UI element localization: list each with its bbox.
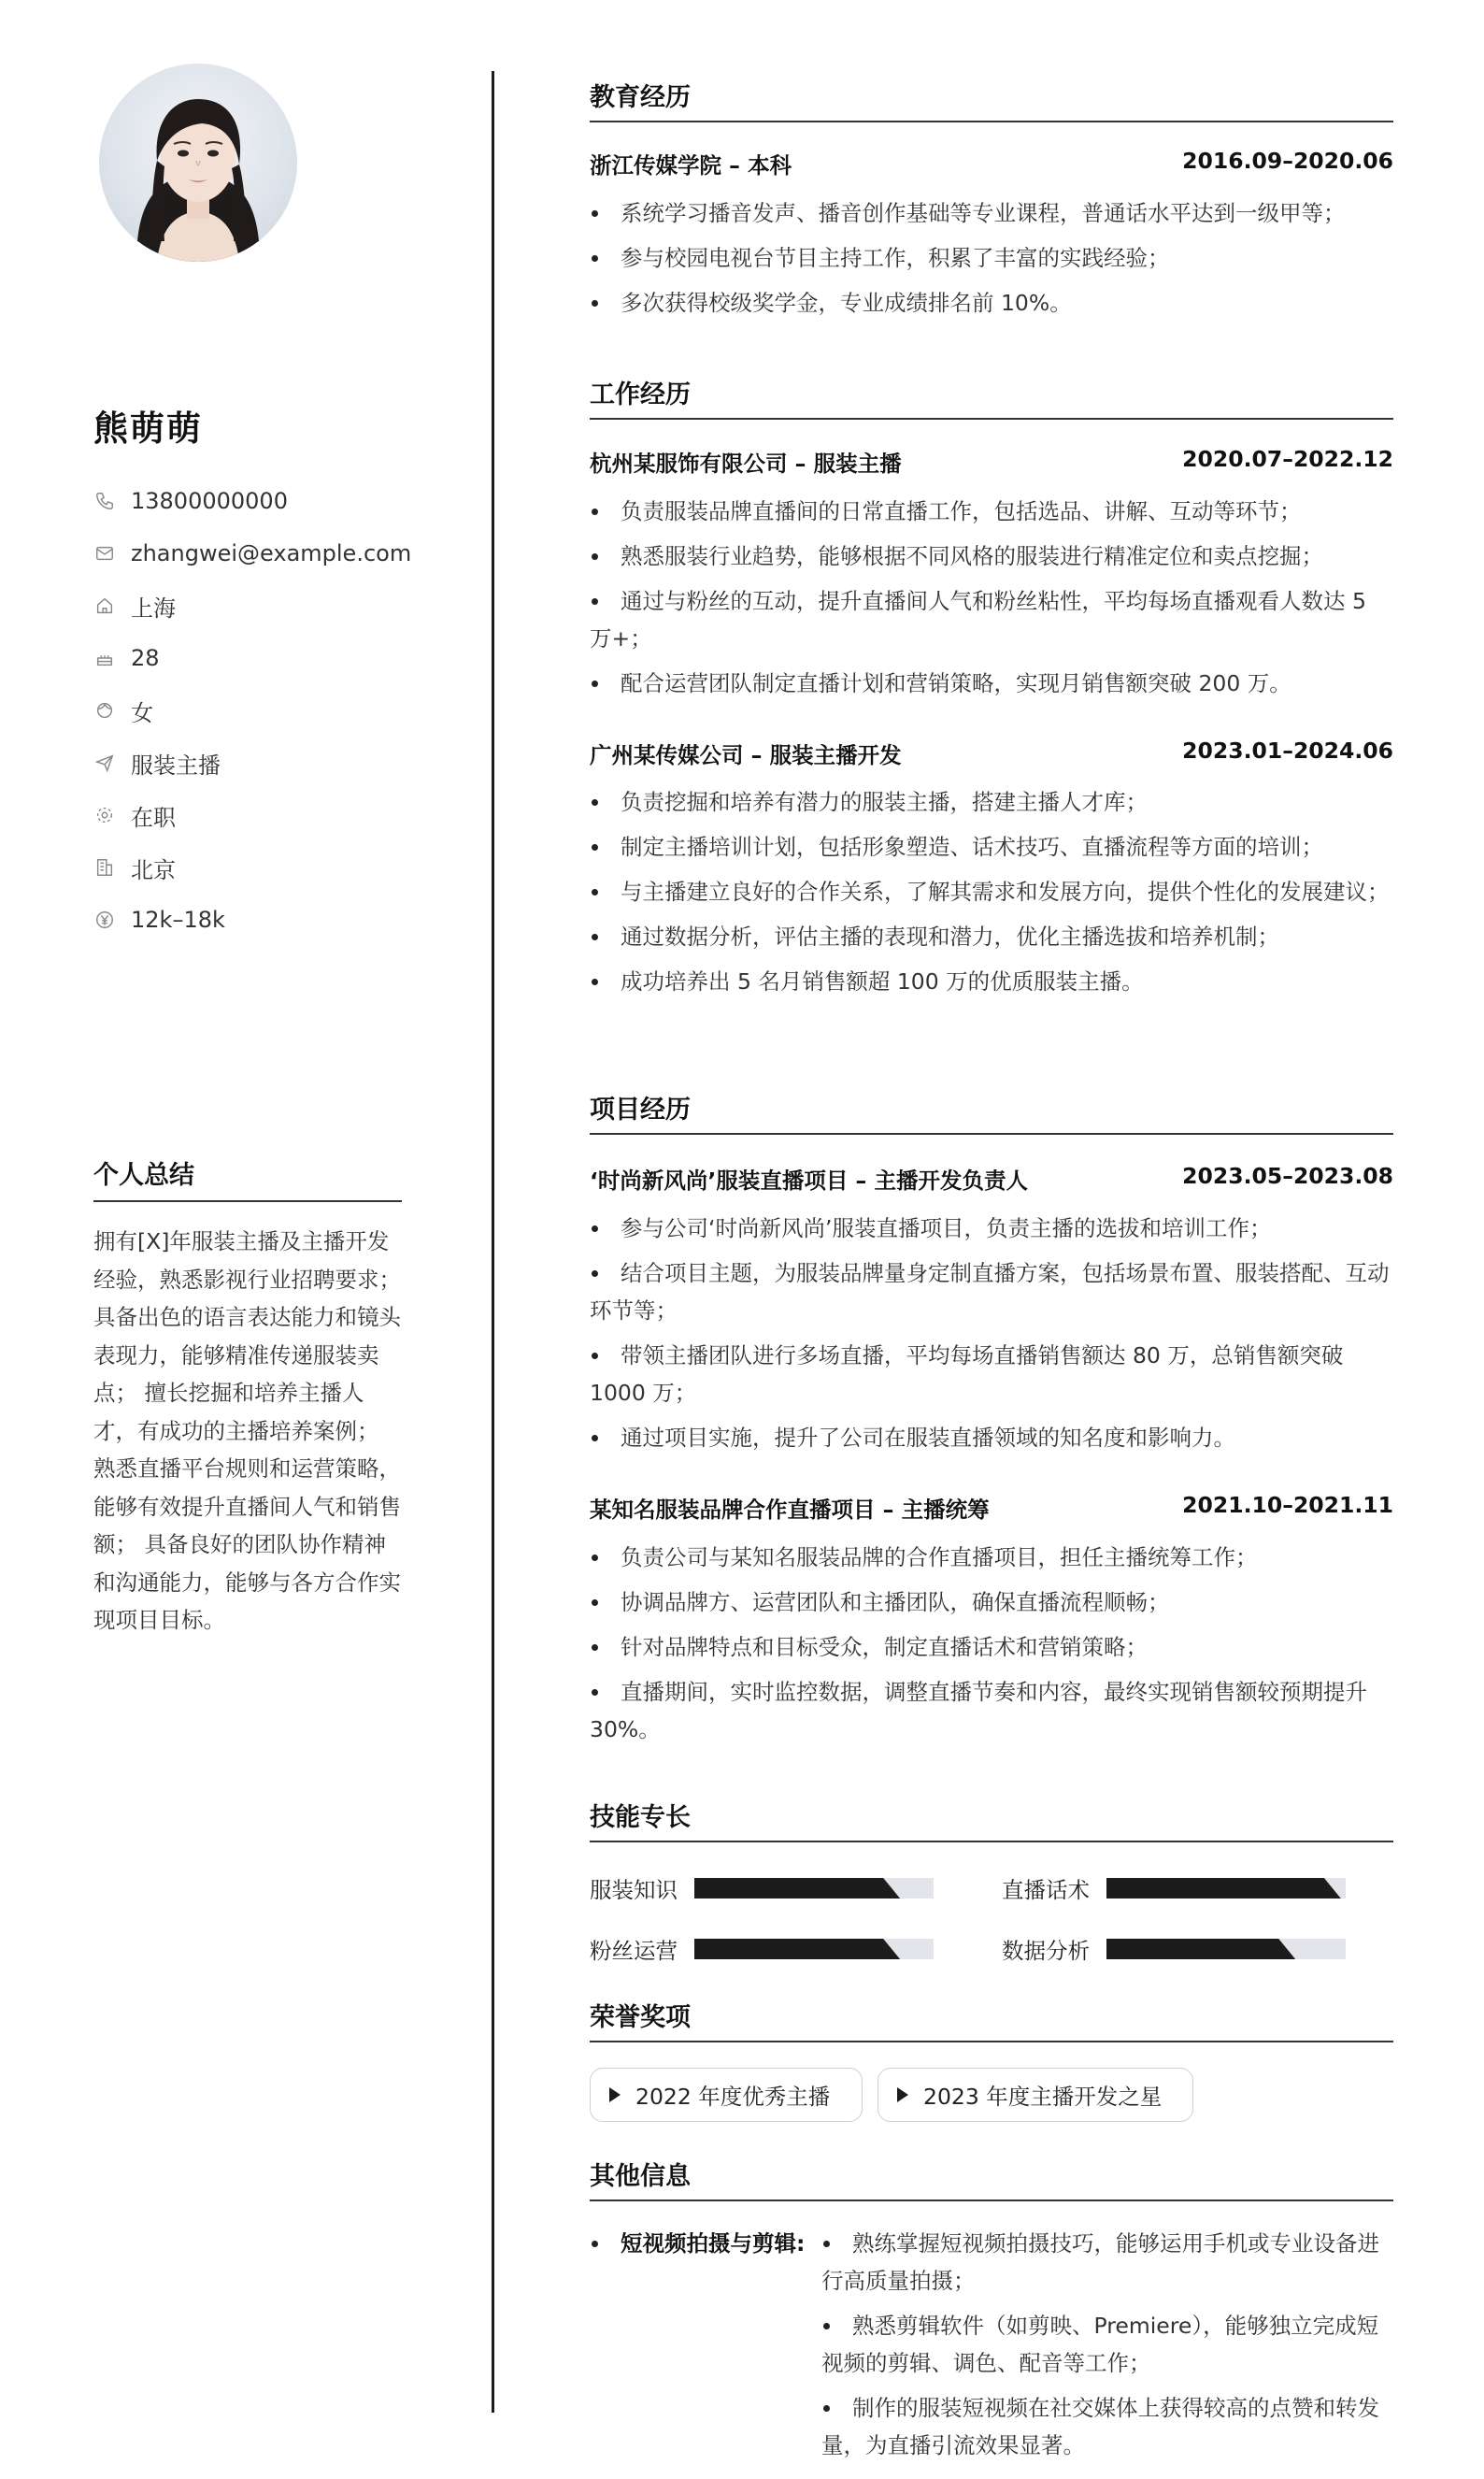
project-entry-header [590,1492,1393,1524]
position-text: 服装主播 [131,752,221,779]
list-item: 系统学习播音发声、播音创作基础等专业课程，普通话水平达到一级甲等； [590,194,1393,232]
skill-bar [694,1878,934,1899]
project-date: 2021.10–2021.11 [1182,1492,1393,1518]
other-info-heading: 其他信息 [590,2156,1393,2201]
skill-bar [694,1939,934,1959]
play-triangle-icon [609,2087,621,2102]
list-item: 制定主播培训计划，包括形象塑造、话术技巧、直播流程等方面的培训； [590,828,1393,866]
list-item: 负责公司与某知名服装品牌的合作直播项目，担任主播统筹工作； [590,1539,1393,1576]
project-name: 某知名服装品牌合作直播项目 – 主播统筹 [590,1497,990,1523]
honor-text: 2023 年度主播开发之星 [923,2084,1163,2110]
honor-text: 2022 年度优秀主播 [635,2084,831,2110]
list-item: 参与公司‘时尚新风尚’服装直播项目，负责主播的选拔和培训工作； [590,1210,1393,1247]
list-item: 熟练掌握短视频拍摄技巧，能够运用手机或专业设备进行高质量拍摄； [821,2225,1393,2300]
info-item-gender [93,684,402,737]
other-info-bullets [821,2225,1393,2472]
info-item-phone [93,475,402,527]
list-item: 参与校园电视台节目主持工作，积累了丰富的实践经验； [590,239,1393,277]
education-bullets [590,194,1393,329]
avatar [99,64,297,262]
building-icon [93,856,116,879]
email-icon [93,542,116,565]
gender-icon [93,699,116,722]
list-item: 通过与粉丝的互动，提升直播间人气和粉丝粘性，平均每场直播观看人数达 5 万+； [590,582,1393,657]
list-item: 与主播建立良好的合作关系，了解其需求和发展方向，提供个性化的发展建议； [590,873,1393,910]
honors-heading: 荣誉奖项 [590,1997,1393,2042]
skill-level-fill [1106,1939,1295,1959]
phone-icon [93,490,116,512]
projects-heading: 项目经历 [590,1089,1393,1135]
project-entry-header [590,1163,1393,1195]
gender-text: 女 [131,699,153,726]
list-item: 带领主播团队进行多场直播，平均每场直播销售额达 80 万，总销售额突破 1000 万； [590,1337,1393,1411]
portrait-photo [99,64,297,262]
work-company: 杭州某服饰有限公司 – 服装主播 [590,451,902,477]
skill-label: 直播话术 [1002,1877,1090,1903]
project-name: ‘时尚新风尚’服装直播项目 – 主播开发负责人 [590,1168,1028,1194]
status-text: 在职 [131,804,176,831]
honor-badge [590,2068,863,2122]
list-item: 成功培养出 5 名月销售额超 100 万的优质服装主播。 [590,963,1393,1000]
play-triangle-icon [897,2087,908,2102]
age-text: 28 [131,645,160,671]
phone-text: 13800000000 [131,488,288,514]
info-item-position [93,737,402,789]
list-item: 直播期间，实时监控数据，调整直播节奏和内容，最终实现销售额较预期提升 30%。 [590,1673,1393,1748]
skill-row [1002,1872,1346,1904]
list-item: 结合项目主题，为服装品牌量身定制直播方案，包括场景布置、服装搭配、互动环节等； [590,1254,1393,1329]
education-entry-header [590,148,1393,179]
list-item: 熟悉剪辑软件（如剪映、Premiere），能够独立完成短视频的剪辑、调色、配音等工作； [821,2307,1393,2382]
info-item-location [93,580,402,632]
info-item-age [93,632,402,684]
info-item-status [93,789,402,841]
list-item: 负责服装品牌直播间的日常直播工作，包括选品、讲解、互动等环节； [590,493,1393,530]
education-school: 浙江传媒学院 – 本科 [590,152,792,179]
candidate-name: 熊萌萌 [93,408,203,449]
other-info-key: 短视频拍摄与剪辑: [590,2225,821,2472]
info-item-email [93,527,412,580]
location-text: 上海 [131,595,176,622]
skill-label: 粉丝运营 [590,1938,678,1964]
skill-row [1002,1933,1346,1965]
education-heading: 教育经历 [590,77,1393,122]
yuan-icon [93,909,116,931]
skill-level-fill [694,1878,900,1899]
skill-row [590,1872,934,1904]
send-icon [93,752,116,774]
email-text: zhangwei@example.com [131,540,412,566]
list-item: 针对品牌特点和目标受众，制定直播话术和营销策略； [590,1628,1393,1666]
work-company: 广州某传媒公司 – 服装主播开发 [590,742,902,768]
cake-icon [93,647,116,669]
other-info-block [590,2225,1393,2472]
city-text: 北京 [131,856,176,883]
summary-heading: 个人总结 [93,1154,402,1202]
home-icon [93,595,116,617]
honor-badge [878,2068,1193,2122]
skills-heading: 技能专长 [590,1797,1393,1842]
project-bullets [590,1210,1393,1464]
skill-row [590,1933,934,1965]
skill-label: 服装知识 [590,1877,678,1903]
list-item: 配合运营团队制定直播计划和营销策略，实现月销售额突破 200 万。 [590,665,1393,702]
list-item: 通过项目实施，提升了公司在服装直播领域的知名度和影响力。 [590,1419,1393,1456]
work-heading: 工作经历 [590,374,1393,420]
project-date: 2023.05–2023.08 [1182,1163,1393,1189]
skill-bar [1106,1878,1346,1899]
summary-text: 拥有[X]年服装主播及主播开发经验，熟悉影视行业招聘要求； 具备出色的语言表达能力和镜头表现力，能够精准传递服装卖点； 擅长挖掘和培养主播人才，有成功的主播培养案例； 熟悉直播平台规则和运营策略，能够有效提升直播间人气和销售额； 具备良好的团队协作精神和沟通能力，能够与各方合作实现项目目标。 [93,1228,401,1633]
list-item: 通过数据分析，评估主播的表现和潜力，优化主播选拔和培养机制； [590,918,1393,955]
other-info-row [590,2225,1393,2472]
work-bullets [590,493,1393,709]
info-item-city [93,841,402,894]
skill-label: 数据分析 [1002,1938,1090,1964]
info-item-salary [93,894,402,946]
work-entry-header [590,446,1393,478]
skill-level-fill [1106,1878,1341,1899]
column-divider [492,71,494,2413]
education-date: 2016.09–2020.06 [1182,148,1393,174]
skill-bar [1106,1939,1346,1959]
list-item: 制作的服装短视频在社交媒体上获得较高的点赞和转发量，为直播引流效果显著。 [821,2389,1393,2464]
salary-text: 12k–18k [131,907,225,933]
contact-info-list [93,475,412,946]
project-bullets [590,1539,1393,1755]
work-entry-header [590,738,1393,769]
list-item: 负责挖掘和培养有潜力的服装主播，搭建主播人才库； [590,783,1393,821]
work-date: 2020.07–2022.12 [1182,446,1393,472]
work-date: 2023.01–2024.06 [1182,738,1393,764]
status-icon [93,804,116,826]
skill-level-fill [694,1939,900,1959]
list-item: 多次获得校级奖学金，专业成绩排名前 10%。 [590,284,1393,322]
list-item: 协调品牌方、运营团队和主播团队，确保直播流程顺畅； [590,1583,1393,1621]
list-item: 熟悉服装行业趋势，能够根据不同风格的服装进行精准定位和卖点挖掘； [590,537,1393,575]
work-bullets [590,783,1393,1008]
